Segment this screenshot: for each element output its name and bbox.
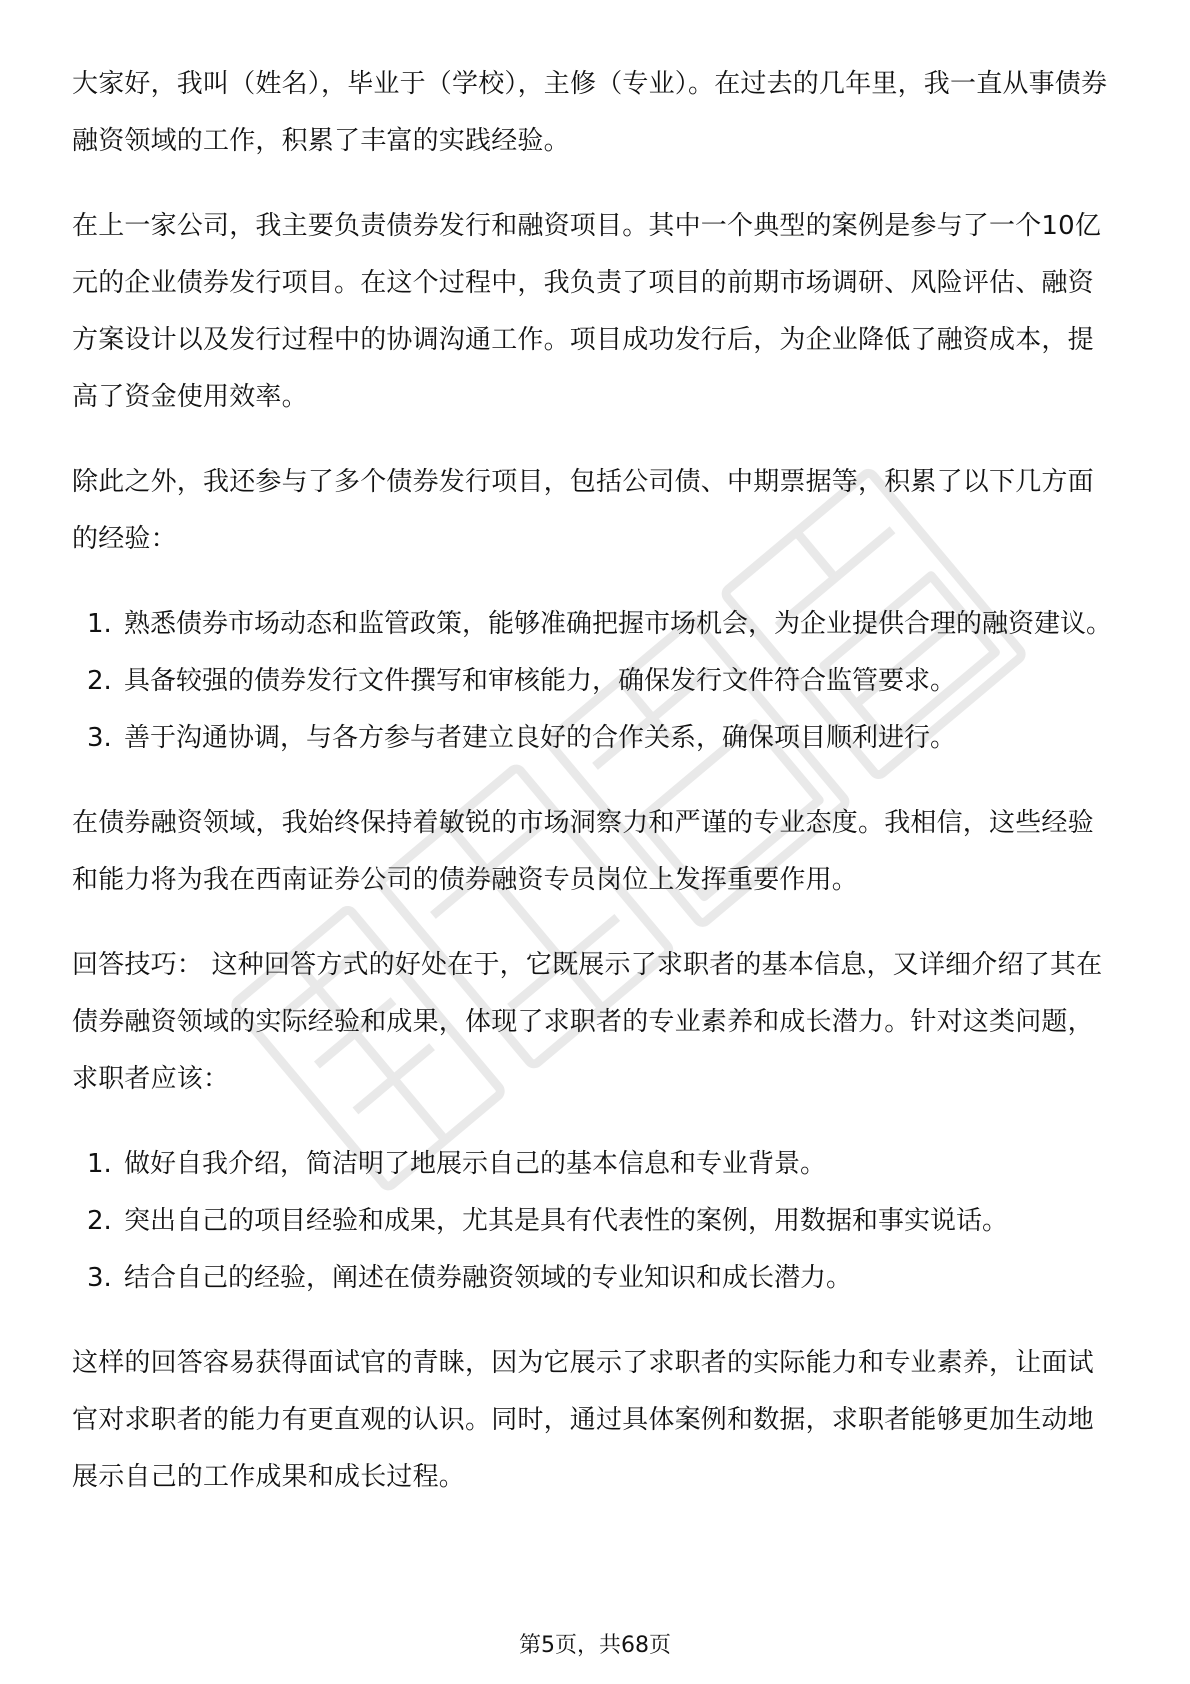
list-item	[72, 653, 1118, 710]
paragraph-intro: 大家好，我叫（姓名），毕业于（学校），主修（专业）。在过去的几年里，我一直从事债券融资领域的工作，积累了丰富的实践经验。	[72, 69, 1108, 156]
paragraph-projects: 除此之外，我还参与了多个债券发行项目，包括公司债、中期票据等，积累了以下几方面的经验：	[72, 467, 1094, 554]
list-item-number: 2.	[87, 666, 112, 696]
paragraph-attitude: 在债券融资领域，我始终保持着敏锐的市场洞察力和严谨的专业态度。我相信，这些经验和能力将为我在西南证券公司的债券融资专员岗位上发挥重要作用。	[72, 808, 1094, 895]
paragraph-conclusion: 这样的回答容易获得面试官的青睐，因为它展示了求职者的实际能力和专业素养，让面试官对求职者的能力有更直观的认识。同时，通过具体案例和数据，求职者能够更加生动地展示自己的工作成果和成长过程。	[72, 1348, 1094, 1492]
document-body	[72, 56, 1118, 1534]
tips-list	[72, 1136, 1118, 1307]
list-item-text: 熟悉债券市场动态和监管政策，能够准确把握市场机会，为企业提供合理的融资建议。	[124, 609, 1113, 639]
paragraph-experience: 在上一家公司，我主要负责债券发行和融资项目。其中一个典型的案例是参与了一个10亿元的企业债券发行项目。在这个过程中，我负责了项目的前期市场调研、风险评估、融资方案设计以及发行过程中的协调沟通工作。项目成功发行后，为企业降低了融资成本，提高了资金使用效率。	[72, 211, 1102, 412]
list-item-text: 结合自己的经验，阐述在债券融资领域的专业知识和成长潜力。	[124, 1263, 853, 1293]
list-item-text: 具备较强的债券发行文件撰写和审核能力，确保发行文件符合监管要求。	[124, 666, 957, 696]
list-item-number: 1.	[87, 609, 112, 639]
list-item-number: 2.	[87, 1206, 112, 1236]
list-item	[72, 710, 1118, 767]
list-item	[72, 596, 1118, 653]
list-item-text: 善于沟通协调，与各方参与者建立良好的合作关系，确保项目顺利进行。	[124, 723, 957, 753]
page-number: 第5页，共68页	[519, 1633, 671, 1658]
list-item-number: 3.	[87, 723, 112, 753]
experience-list	[72, 596, 1118, 767]
list-item-text: 做好自我介绍，简洁明了地展示自己的基本信息和专业背景。	[124, 1149, 827, 1179]
list-item-text: 突出自己的项目经验和成果，尤其是具有代表性的案例，用数据和事实说话。	[124, 1206, 1009, 1236]
list-item	[72, 1250, 1118, 1307]
list-item-number: 1.	[87, 1149, 112, 1179]
list-item-number: 3.	[87, 1263, 112, 1293]
list-item	[72, 1193, 1118, 1250]
paragraph-tips: 回答技巧： 这种回答方式的好处在于，它既展示了求职者的基本信息，又详细介绍了其在债券融资领域的实际经验和成果，体现了求职者的专业素养和成长潜力。针对这类问题，求职者应该：	[72, 950, 1103, 1094]
list-item	[72, 1136, 1118, 1193]
